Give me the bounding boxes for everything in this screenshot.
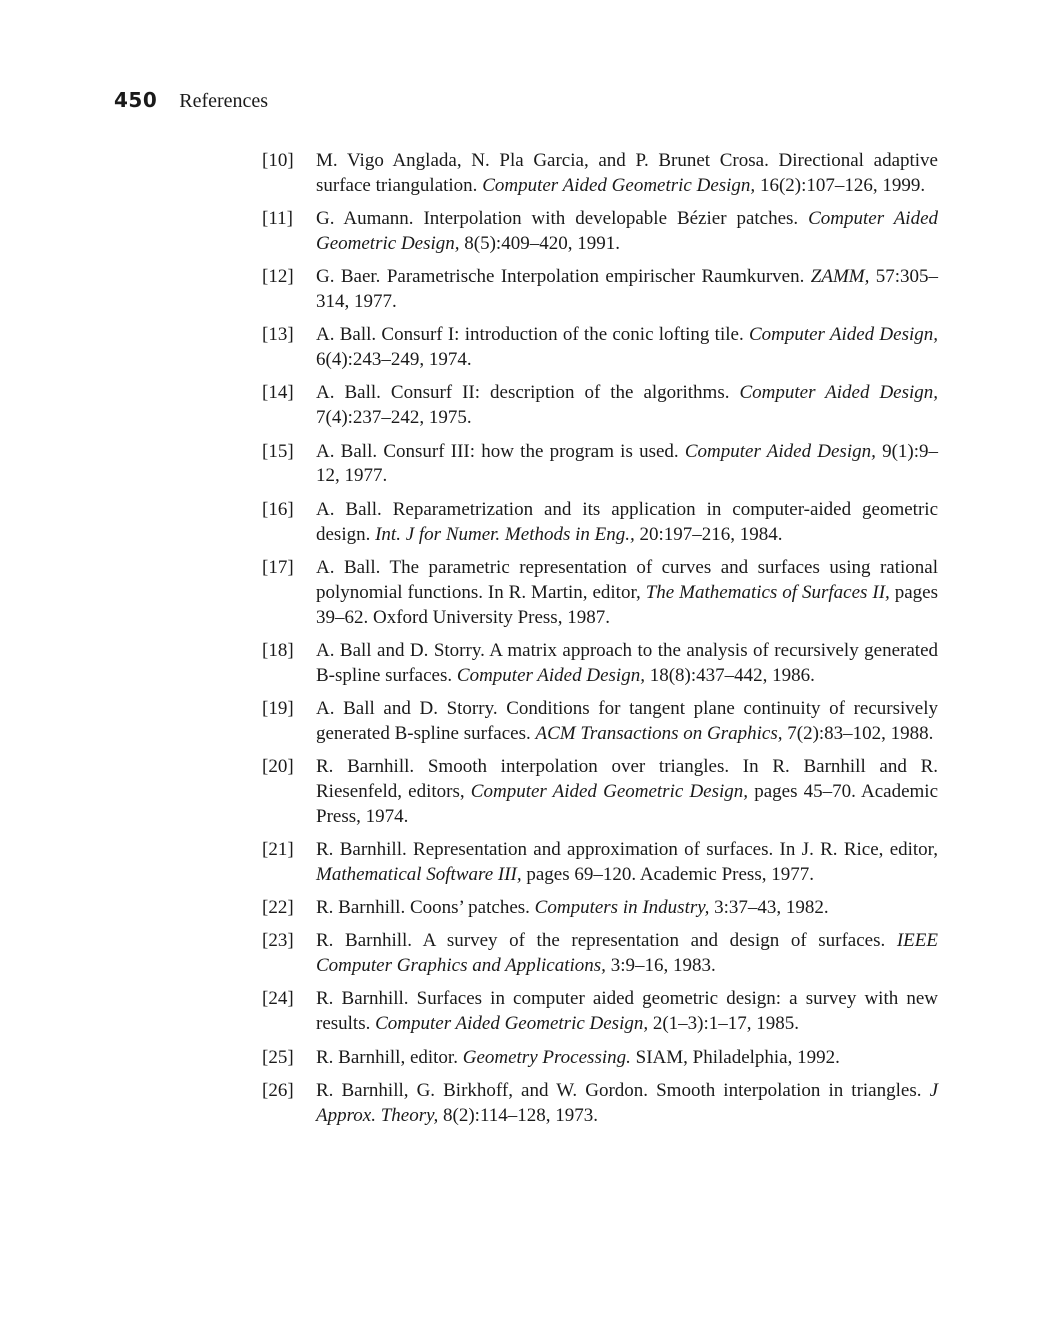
- reference-details: 57:305–314, 1977.: [316, 266, 939, 313]
- reference-text: [316, 838, 938, 888]
- reference-text: [316, 265, 938, 315]
- reference-number: [24]: [262, 988, 294, 1010]
- reference-number: [22]: [262, 897, 294, 919]
- reference-authors: A. Ball.: [316, 440, 378, 462]
- reference-venue: Int. J for Numer. Methods in Eng.,: [375, 523, 635, 545]
- reference-number: [20]: [262, 756, 294, 777]
- reference-authors: A. Ball and D. Storry.: [316, 639, 485, 661]
- reference-authors: R. Barnhill.: [316, 756, 415, 777]
- reference-authors: R. Barnhill.: [316, 930, 413, 952]
- reference-text: [316, 556, 938, 631]
- reference-entry: [262, 1046, 938, 1071]
- reference-authors: A. Ball.: [316, 324, 377, 346]
- reference-authors: A. Ball.: [316, 382, 381, 404]
- reference-details: 8(5):409–420, 1991.: [464, 233, 620, 255]
- reference-title: Coons’ patches.: [409, 897, 530, 919]
- reference-number: [10]: [262, 150, 294, 171]
- reference-entry: [262, 323, 938, 373]
- reference-venue: ZAMM,: [810, 266, 870, 288]
- reference-authors: A. Ball.: [316, 498, 382, 520]
- reference-authors: R. Barnhill, editor.: [316, 1046, 458, 1068]
- reference-details: pages 45–70. Academic Press, 1974.: [316, 780, 939, 827]
- reference-entry: [262, 207, 938, 257]
- reference-entry: [262, 556, 938, 631]
- reference-details: 7(4):237–242, 1975.: [316, 407, 472, 429]
- reference-entry: [262, 697, 938, 747]
- page-number: 450: [114, 88, 158, 112]
- reference-title: The parametric representation of curves and surfaces using rational polynomial functions. In R. Martin, editor,: [316, 556, 938, 603]
- reference-authors: R. Barnhill, G. Birkhoff, and W. Gordon.: [316, 1079, 649, 1101]
- reference-list: [262, 149, 938, 1137]
- reference-venue: Computer Aided Geometric Design,: [316, 208, 939, 255]
- reference-title: Interpolation with developable Bézier patches.: [423, 208, 799, 230]
- reference-title: Smooth interpolation over triangles. In R. Barnhill and R. Riesenfeld, editors,: [316, 756, 938, 802]
- reference-text: [316, 1079, 938, 1129]
- reference-text: [316, 498, 938, 548]
- reference-entry: [262, 498, 938, 548]
- reference-entry: [262, 838, 938, 888]
- reference-title: Surfaces in computer aided geometric design: a survey with new results.: [316, 988, 938, 1035]
- reference-number: [14]: [262, 382, 294, 404]
- reference-title: Smooth interpolation in triangles.: [656, 1079, 922, 1101]
- reference-entry: [262, 987, 938, 1037]
- reference-number: [21]: [262, 839, 294, 861]
- reference-venue: Computers in Industry,: [534, 897, 710, 919]
- reference-venue: Computer Aided Design,: [739, 382, 939, 404]
- reference-venue: Mathematical Software III,: [316, 863, 522, 885]
- reference-number: [26]: [262, 1079, 294, 1101]
- reference-number: [16]: [262, 498, 294, 520]
- reference-venue: Computer Aided Geometric Design,: [470, 780, 749, 802]
- reference-details: 2(1–3):1–17, 1985.: [652, 1013, 800, 1035]
- reference-venue: Computer Aided Design,: [684, 440, 876, 462]
- reference-title: A survey of the representation and design of surfaces.: [422, 930, 886, 952]
- reference-authors: A. Ball.: [316, 556, 381, 578]
- reference-text: [316, 440, 938, 490]
- reference-venue: ACM Transactions on Graphics,: [535, 722, 783, 744]
- reference-details: 3:9–16, 1983.: [610, 955, 716, 977]
- reference-entry: [262, 440, 938, 490]
- reference-text: [316, 381, 938, 431]
- reference-details: 18(8):437–442, 1986.: [649, 664, 815, 686]
- reference-title: Consurf II: description of the algorithms.: [390, 382, 730, 404]
- reference-title: Representation and approximation of surfaces. In J. R. Rice, editor,: [413, 839, 938, 861]
- reference-details: 8(2):114–128, 1973.: [443, 1104, 598, 1126]
- reference-entry: [262, 755, 938, 830]
- reference-number: [17]: [262, 556, 294, 578]
- reference-title: Parametrische Interpolation empirischer Raumkurven.: [386, 266, 805, 288]
- reference-entry: [262, 265, 938, 315]
- reference-text: [316, 987, 938, 1037]
- reference-venue: Computer Aided Geometric Design,: [482, 174, 756, 196]
- reference-text: [316, 755, 938, 830]
- reference-authors: R. Barnhill.: [316, 897, 406, 919]
- reference-details: pages 39–62. Oxford University Press, 1987.: [316, 581, 939, 628]
- running-head: [114, 88, 268, 113]
- reference-text: [316, 149, 938, 199]
- reference-authors: G. Aumann.: [316, 208, 414, 230]
- reference-entry: [262, 1079, 938, 1129]
- reference-text: [316, 697, 938, 747]
- reference-authors: A. Ball and D. Storry.: [316, 697, 498, 719]
- reference-venue: Geometry Processing.: [462, 1046, 631, 1068]
- reference-number: [19]: [262, 697, 294, 719]
- reference-number: [25]: [262, 1046, 294, 1068]
- reference-venue: Computer Aided Design,: [456, 664, 645, 686]
- reference-details: 6(4):243–249, 1974.: [316, 349, 472, 371]
- reference-number: [12]: [262, 266, 294, 288]
- reference-venue: Computer Aided Design,: [748, 324, 938, 346]
- reference-details: SIAM, Philadelphia, 1992.: [635, 1046, 840, 1068]
- reference-number: [11]: [262, 208, 293, 230]
- reference-authors: R. Barnhill.: [316, 988, 409, 1010]
- reference-text: [316, 207, 938, 257]
- reference-venue: The Mathematics of Surfaces II,: [645, 581, 890, 603]
- reference-text: [316, 323, 938, 373]
- reference-entry: [262, 639, 938, 689]
- reference-venue: J Approx. Theory,: [316, 1079, 938, 1126]
- reference-details: 7(2):83–102, 1988.: [787, 722, 934, 744]
- reference-title: Reparametrization and its application in computer-aided geometric design.: [316, 498, 938, 545]
- reference-details: 9(1):9–12, 1977.: [316, 440, 939, 487]
- reference-entry: [262, 896, 938, 921]
- reference-details: pages 69–120. Academic Press, 1977.: [526, 863, 814, 885]
- reference-text: [316, 896, 938, 921]
- reference-entry: [262, 381, 938, 431]
- reference-title: Directional adaptive surface triangulation.: [316, 150, 938, 196]
- running-title: References: [179, 90, 269, 112]
- reference-number: [18]: [262, 639, 294, 661]
- reference-title: Consurf I: introduction of the conic lofting tile.: [381, 324, 744, 346]
- reference-title: A matrix approach to the analysis of recursively generated B-spline surfaces.: [316, 639, 938, 686]
- reference-authors: G. Baer.: [316, 266, 381, 288]
- reference-number: [23]: [262, 930, 294, 952]
- reference-authors: M. Vigo Anglada, N. Pla Garcia, and P. Brunet Crosa.: [316, 150, 769, 171]
- reference-title: Conditions for tangent plane continuity of recursively generated B-spline surfaces.: [316, 697, 938, 744]
- reference-text: [316, 929, 938, 979]
- reference-venue: IEEE Computer Graphics and Applications,: [316, 930, 939, 977]
- reference-entry: [262, 929, 938, 979]
- reference-authors: R. Barnhill.: [316, 839, 407, 861]
- reference-number: [15]: [262, 440, 294, 462]
- reference-details: 16(2):107–126, 1999.: [759, 174, 926, 196]
- reference-venue: Computer Aided Geometric Design,: [375, 1013, 649, 1035]
- reference-number: [13]: [262, 324, 294, 346]
- reference-details: 3:37–43, 1982.: [714, 897, 829, 919]
- reference-text: [316, 639, 938, 689]
- reference-text: [316, 1046, 938, 1071]
- reference-entry: [262, 149, 938, 199]
- reference-title: Consurf III: how the program is used.: [383, 440, 679, 462]
- reference-details: 20:197–216, 1984.: [639, 523, 783, 545]
